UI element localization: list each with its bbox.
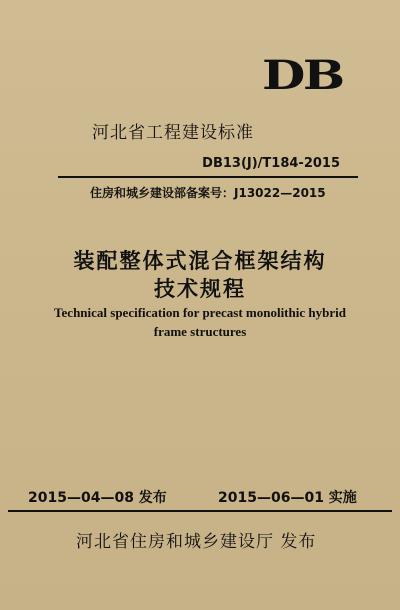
standard-number: DB13(J)/T184-2015 — [202, 156, 340, 171]
chinese-title-line-1: 装配整体式混合框架结构 — [73, 249, 327, 273]
chinese-title-line-2: 技术规程 — [154, 277, 246, 301]
filing-number: 住房和城乡建设部备案号：J13022—2015 — [90, 186, 326, 200]
implementation-date: 2015—06—01 实施 — [218, 490, 357, 506]
publisher: 河北省住房和城乡建设厅 发布 — [76, 532, 317, 552]
top-divider — [58, 176, 358, 178]
authority-title: 河北省工程建设标准 — [92, 123, 254, 143]
issue-date: 2015—04—08 发布 — [28, 490, 167, 506]
bottom-divider — [8, 510, 392, 512]
english-title-line-1: Technical specification for precast monolithic hybrid — [54, 305, 346, 320]
db-logo: DB — [262, 52, 343, 99]
english-title-line-2: frame structures — [153, 324, 247, 339]
